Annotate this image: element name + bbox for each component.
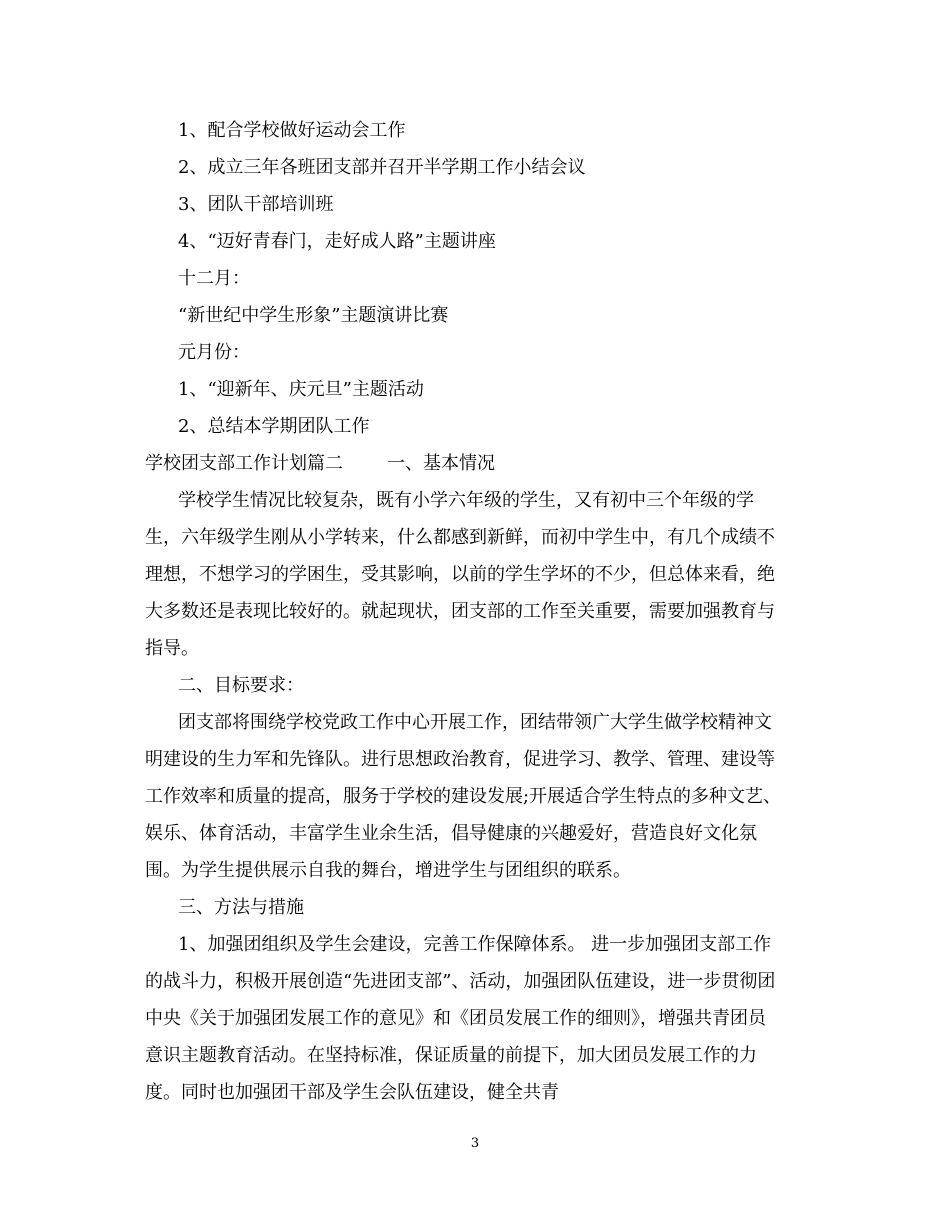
- list-item: 3、团队干部培训班: [178, 194, 334, 215]
- section-heading: 三、方法与措施: [178, 897, 304, 918]
- paragraph-line: 中央《关于加强团发展工作的意见》和《团员发展工作的细则》，增强共青团员: [145, 1008, 766, 1029]
- list-item: 2、成立三年各班团支部并召开半学期工作小结会议: [178, 157, 586, 178]
- paragraph-line: 理想，不想学习的学困生，受其影响，以前的学生学坏的不少，但总体来看，绝: [145, 564, 775, 585]
- list-item: 2、总结本学期团队工作: [178, 416, 370, 437]
- paragraph-line: 明建设的生力军和先锋队。进行思想政治教育，促进学习、教学、管理、建设等: [145, 749, 775, 770]
- paragraph-line: 大多数还是表现比较好的。就起现状，团支部的工作至关重要，需要加强教育与: [145, 601, 775, 622]
- section-heading-row: [145, 452, 495, 476]
- paragraph-line: 围。为学生提供展示自我的舞台，增进学生与团组织的联系。: [145, 860, 631, 881]
- list-item: 4、“迈好青春门，走好成人路”主题讲座: [178, 231, 496, 252]
- list-item: 1、“迎新年、庆元旦”主题活动: [178, 379, 424, 400]
- paragraph-line: 的战斗力，积极开展创造“先进团支部”、活动，加强团队伍建设，进一步贯彻团: [145, 971, 776, 992]
- paragraph-line: 娱乐、体育活动，丰富学生业余生活，倡导健康的兴趣爱好，营造良好文化氛: [145, 823, 757, 844]
- paragraph-line: 团支部将围绕学校党政工作中心开展工作，团结带领广大学生做学校精神文: [178, 712, 772, 733]
- page-number: 3: [470, 1136, 480, 1151]
- paragraph-line: 指导。: [145, 638, 199, 659]
- paragraph-line: 生，六年级学生刚从小学转来，什么都感到新鲜，而初中学生中，有几个成绩不: [145, 527, 775, 548]
- month-heading: 元月份：: [178, 342, 250, 363]
- paragraph-line: 意识主题教育活动。在坚持标准，保证质量的前提下，加大团员发展工作的力: [145, 1045, 757, 1066]
- paragraph-line: 1、加强团组织及学生会建设，完善工作保障体系。 进一步加强团支部工作: [178, 934, 772, 955]
- list-item: “新世纪中学生形象”主题演讲比赛: [178, 305, 449, 326]
- section-title: 学校团支部工作计划篇二: [145, 453, 343, 474]
- paragraph-line: 工作效率和质量的提高，服务于学校的建设发展;开展适合学生特点的多种文艺、: [145, 786, 782, 807]
- section-heading: 二、目标要求：: [178, 675, 304, 696]
- list-item: 1、配合学校做好运动会工作: [178, 120, 406, 141]
- section-subtitle: 一、基本情况: [387, 453, 495, 474]
- month-heading: 十二月：: [178, 268, 250, 289]
- paragraph-line: 度。同时也加强团干部及学生会队伍建设，健全共青: [145, 1082, 559, 1103]
- paragraph-line: 学校学生情况比较复杂，既有小学六年级的学生，又有初中三个年级的学: [178, 490, 754, 511]
